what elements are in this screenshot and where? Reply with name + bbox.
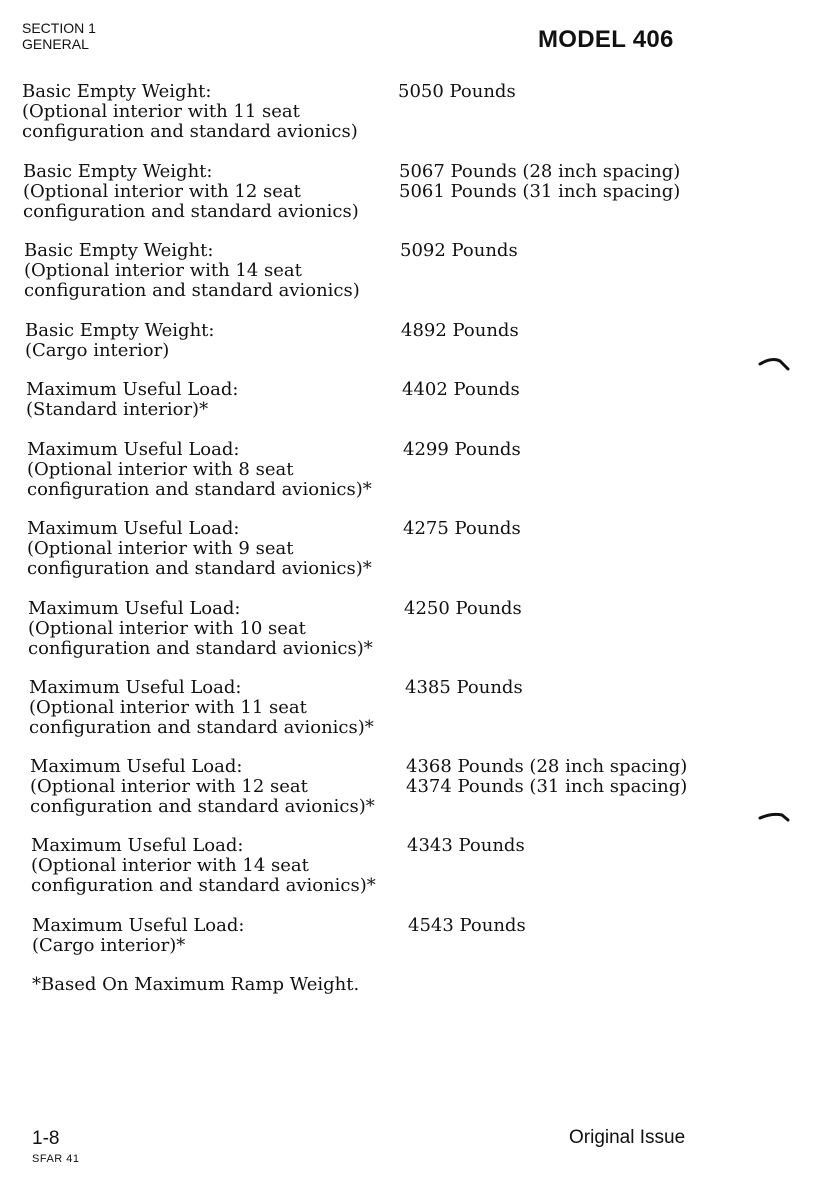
spec-value	[404, 599, 522, 619]
spec-value-line: 4543 Pounds	[408, 915, 526, 936]
binder-mark-icon	[758, 808, 790, 824]
spec-value	[405, 678, 523, 698]
binder-mark-icon	[758, 355, 790, 371]
spec-label	[27, 440, 372, 500]
spec-label-line: Maximum Useful Load:	[32, 915, 245, 936]
spec-value-line: 4275 Pounds	[403, 518, 521, 539]
spec-label-line: (Optional interior with 11 seat	[22, 101, 300, 122]
spec-value-line: 4892 Pounds	[401, 320, 519, 341]
spec-label-line: Maximum Useful Load:	[27, 439, 240, 460]
spec-label-line: Basic Empty Weight:	[25, 320, 215, 341]
spec-label-line: Basic Empty Weight:	[23, 161, 213, 182]
issue-label: Original Issue	[569, 1127, 686, 1148]
footnote: *Based On Maximum Ramp Weight.	[32, 974, 360, 995]
spec-label	[27, 519, 372, 579]
sfar-label: SFAR 41	[32, 1153, 80, 1165]
spec-label-line: configuration and standard avionics)	[22, 121, 358, 142]
spec-label-line: configuration and standard avionics)*	[29, 717, 374, 738]
spec-value	[406, 757, 687, 797]
spec-value	[408, 916, 526, 936]
spec-value-line: 5067 Pounds (28 inch spacing)	[399, 161, 681, 182]
spec-value-line: 4343 Pounds	[407, 835, 525, 856]
spec-value	[402, 380, 520, 400]
spec-label-line: Maximum Useful Load:	[26, 379, 239, 400]
spec-value-line: 5061 Pounds (31 inch spacing)	[399, 181, 681, 202]
spec-value-line: 4385 Pounds	[405, 677, 523, 698]
spec-value	[401, 321, 519, 341]
spec-label-line: Maximum Useful Load:	[30, 756, 243, 777]
spec-label	[24, 241, 360, 301]
spec-label-line: configuration and standard avionics)	[24, 280, 360, 301]
spec-value	[400, 241, 518, 261]
spec-value-line: 4250 Pounds	[404, 598, 522, 619]
spec-label-line: Basic Empty Weight:	[24, 240, 214, 261]
spec-label	[29, 678, 374, 738]
spec-value	[407, 836, 525, 856]
spec-value-line: 4368 Pounds (28 inch spacing)	[406, 756, 688, 777]
spec-label	[32, 916, 244, 956]
spec-label-line: (Optional interior with 8 seat	[27, 459, 294, 480]
spec-label-line: Maximum Useful Load:	[31, 835, 244, 856]
spec-label-line: configuration and standard avionics)*	[27, 479, 372, 500]
spec-label	[23, 162, 359, 222]
spec-value-line: 5092 Pounds	[400, 240, 518, 261]
spec-value	[399, 162, 680, 202]
spec-label-line: (Optional interior with 12 seat	[30, 776, 308, 797]
spec-value-line: 4299 Pounds	[403, 439, 521, 460]
spec-label-line: (Optional interior with 14 seat	[31, 855, 309, 876]
spec-value	[398, 82, 516, 102]
spec-label-line: (Optional interior with 11 seat	[29, 697, 307, 718]
spec-label-line: configuration and standard avionics)	[23, 201, 359, 222]
spec-label	[30, 757, 375, 817]
spec-value-line: 4374 Pounds (31 inch spacing)	[406, 776, 688, 797]
spec-label-line: Maximum Useful Load:	[27, 518, 240, 539]
spec-label-line: (Optional interior with 10 seat	[28, 618, 306, 639]
spec-label	[25, 321, 214, 361]
page-number: 1-8	[32, 1128, 60, 1149]
spec-value	[403, 440, 521, 460]
spec-label-line: (Optional interior with 9 seat	[27, 538, 294, 559]
spec-value-line: 5050 Pounds	[398, 81, 516, 102]
spec-label-line: Basic Empty Weight:	[22, 81, 212, 102]
spec-label-line: Maximum Useful Load:	[29, 677, 242, 698]
spec-label-line: configuration and standard avionics)*	[30, 796, 375, 817]
spec-label-line: (Standard interior)*	[26, 399, 209, 420]
section-number: SECTION 1	[22, 20, 96, 36]
model-title: MODEL 406	[538, 26, 674, 53]
spec-label-line: (Optional interior with 12 seat	[23, 181, 301, 202]
spec-label-line: Maximum Useful Load:	[28, 598, 241, 619]
spec-label	[26, 380, 238, 420]
spec-label-line: configuration and standard avionics)*	[31, 875, 376, 896]
spec-value	[403, 519, 521, 539]
spec-label	[22, 82, 358, 142]
spec-label-line: (Optional interior with 14 seat	[24, 260, 302, 281]
spec-label	[31, 836, 376, 896]
spec-label-line: (Cargo interior)*	[32, 935, 186, 956]
spec-label	[28, 599, 373, 659]
section-title: GENERAL	[22, 36, 89, 52]
spec-value-line: 4402 Pounds	[402, 379, 520, 400]
spec-label-line: (Cargo interior)	[25, 340, 170, 361]
spec-label-line: configuration and standard avionics)*	[27, 558, 372, 579]
spec-label-line: configuration and standard avionics)*	[28, 638, 373, 659]
